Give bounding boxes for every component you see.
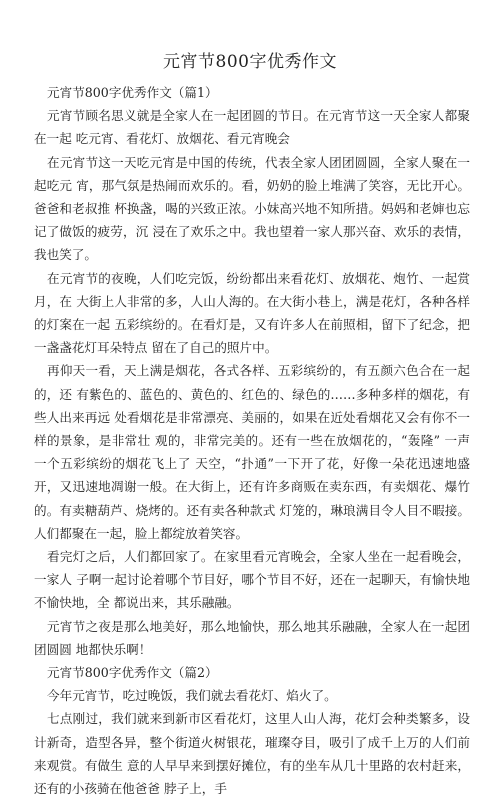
paragraph: 在元宵节这一天吃元宵是中国的传统，代表全家人团团圆圆，全家人聚在一起吃元 宵，那气氛是热闹而欢乐的。看，奶奶的脸上堆满了笑容，无比开心。爸爸和老叔推 杯换盏，喝的兴致正浓。小妹高兴地不知所措。妈妈和老婶也忘记了做饭的疲劳，沉 浸在了欢乐之中。我也望着一家人那兴奋、欢乐的表情，我也笑了。 [34,154,470,263]
page-title: 元宵节800字优秀作文 [163,52,337,72]
paragraph: 看完灯之后，人们都回家了。在家里看元宵晚会，全家人坐在一起看晚会，一家人 子啊一起讨论着哪个节目好，哪个节目不好，还在一起聊天，有愉快地不愉快地，全 都说出来，其乐融融。 [34,549,470,611]
paragraph: 元宵节顾名思义就是全家人在一起团圆的节日。在元宵节这一天全家人都聚在一起 吃元宵、看花灯、放烟花、看元宵晚会 [34,108,470,147]
paragraph: 元宵节之夜是那么地美好，那么地愉快，那么地其乐融融，全家人在一起团团圆圆 地都快乐啊！ [34,618,470,657]
paragraph: 再仰天一看，天上满是烟花，各式各样、五彩缤纷的，有五颜六色合在一起的，还 有紫色的、蓝色的、黄色的、红色的、绿色的……多种多样的烟花，有些人出来再远 处看烟花是非常漂亮、美丽的，如果在近处看烟花又会有你不一样的景象，是非常壮 观的，非常完美的。还有一些在放烟花的，“轰隆” 一声一个五彩缤纷的烟花飞上了 天空，“扑通”一下开了花，好像一朵花迅速地盛开，又迅速地凋谢一般。在大街上，还有许多商贩在卖东西，有卖烟花、爆竹的。有卖糖葫芦、烧烤的。还有卖各种款式 灯笼的，琳琅满目令人目不暇接。人们都聚在一起，脸上都绽放着笑容。 [34,363,470,541]
section-heading: 元宵节800字优秀作文（篇2） [47,665,218,681]
document-body [34,81,470,800]
paragraph: 在元宵节的夜晚，人们吃完饭，纷纷都出来看花灯、放烟花、炮竹、一起赏月，在 大街上人非常的多，人山人海的。在大街小巷上，满是花灯，各种各样的灯案在一起 五彩缤纷的。在看灯是，又有许多人在前照相，留下了纪念，把一盏盏花灯耳朵特点 留在了自己的照片中。 [34,270,470,356]
paragraph: 今年元宵节，吃过晚饭，我们就去看花灯、焰火了。 [47,688,337,704]
paragraph: 七点刚过，我们就来到新市区看花灯，这里人山人海，花灯会种类繁多，设计新奇，造型各异，整个街道火树银花，璀璨夺目，吸引了成千上万的人们前来观赏。有做生 意的人早早来到摆好摊位，有的坐车从几十里路的农村赶来，还有的小孩骑在他爸爸 脖子上，手 [34,711,470,797]
section-heading: 元宵节800字优秀作文（篇1） [47,85,218,100]
